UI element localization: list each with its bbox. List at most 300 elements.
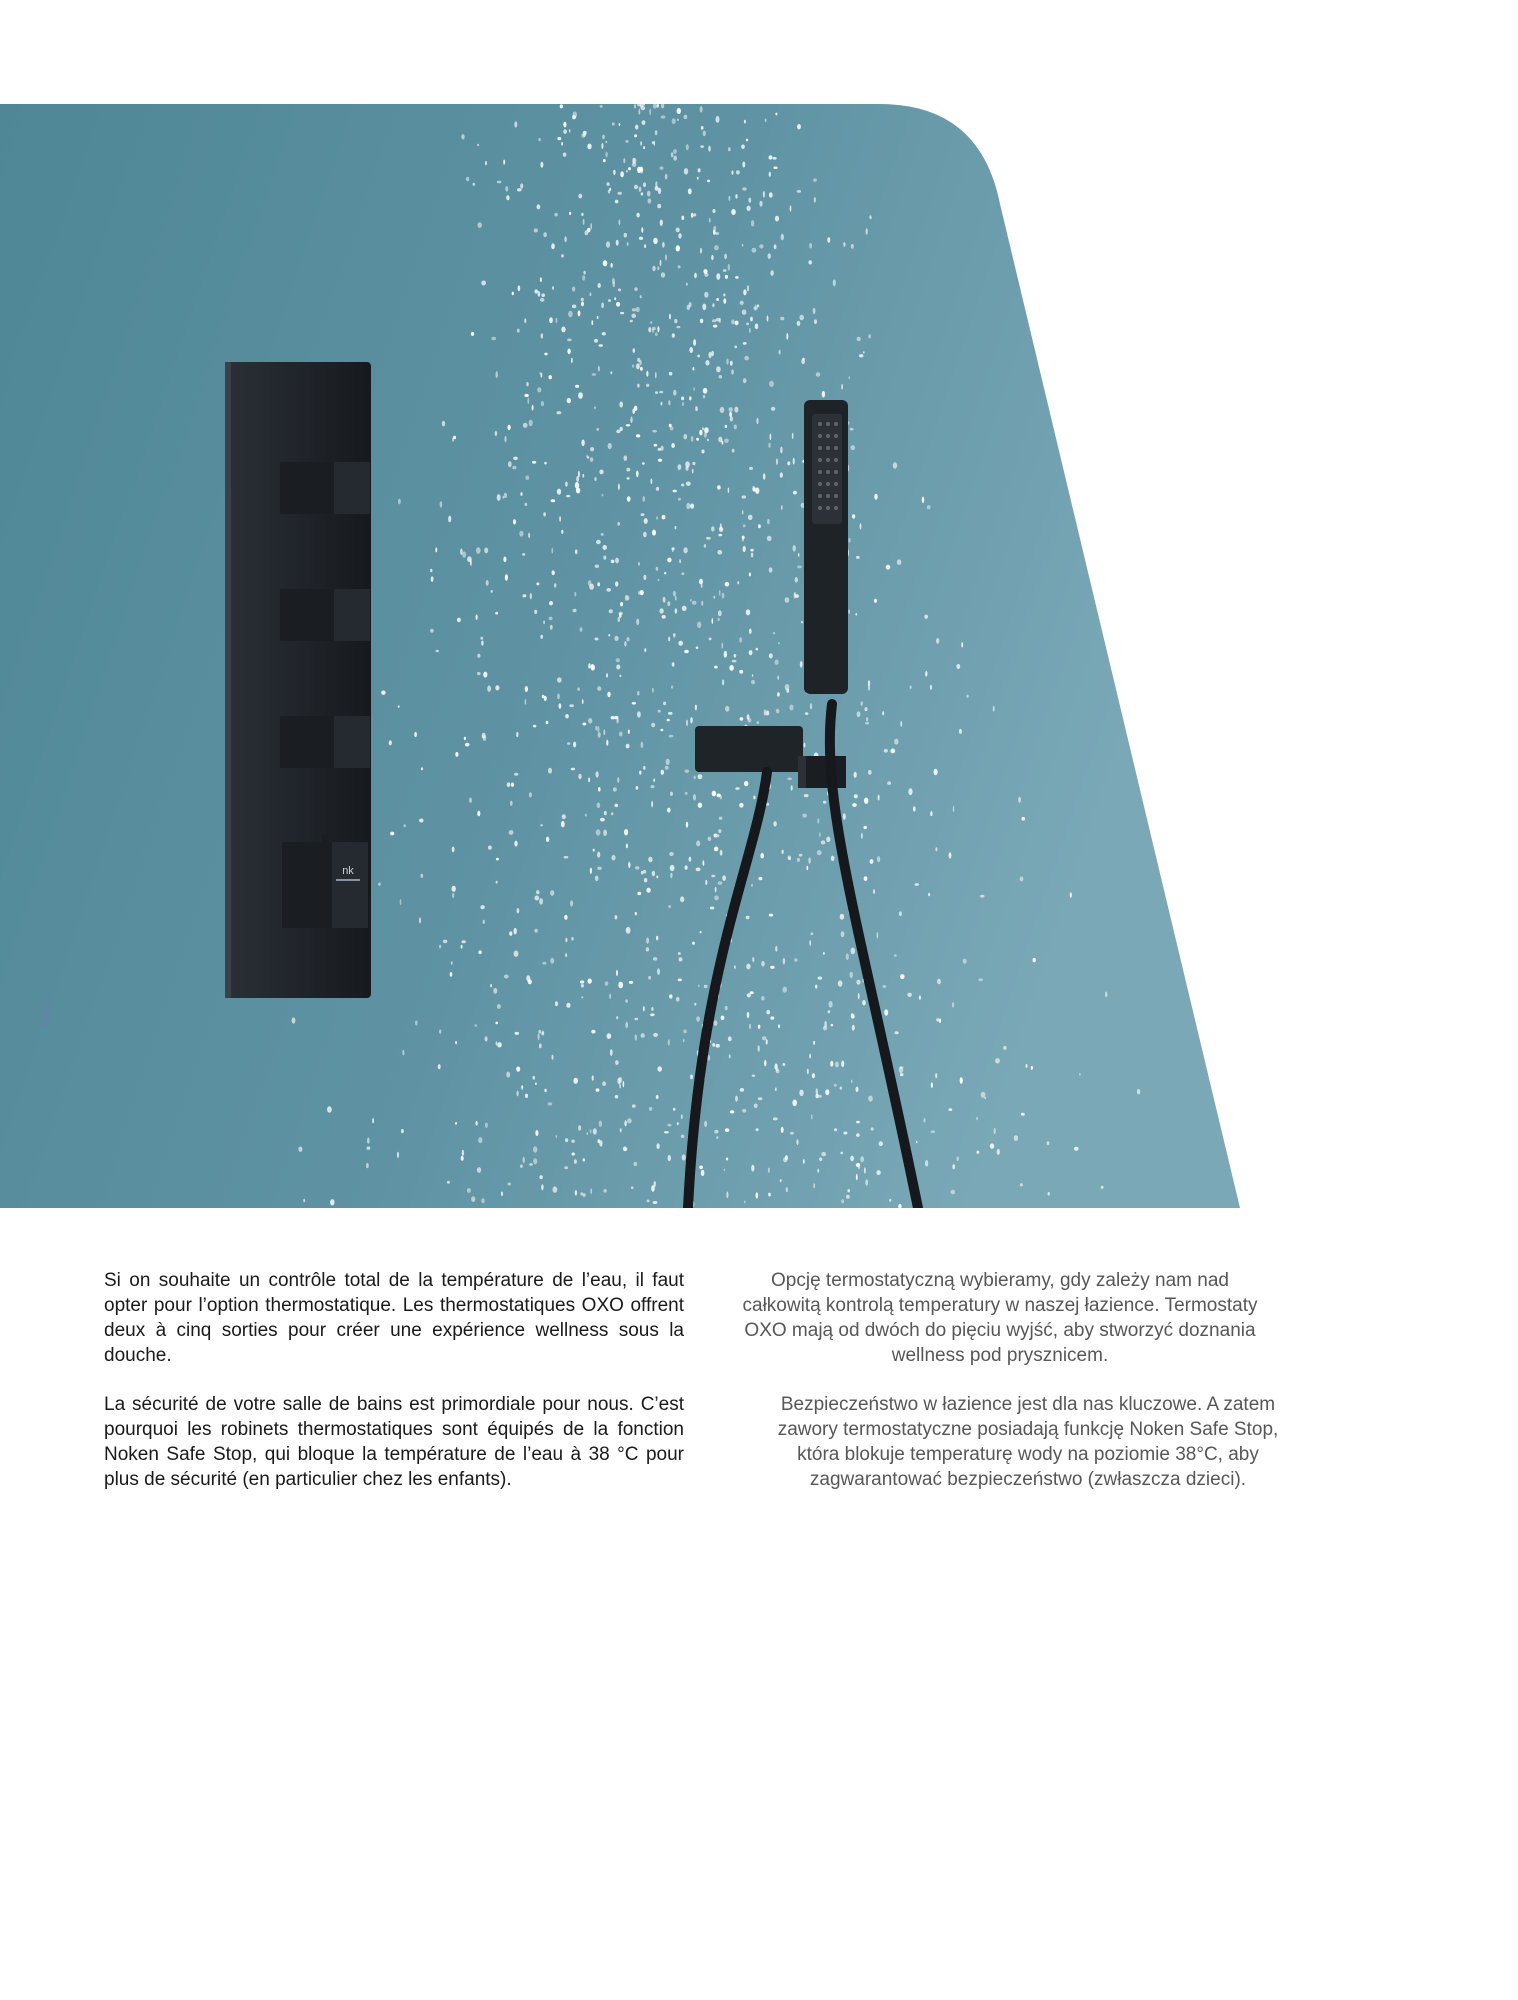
water-droplet (540, 277, 542, 282)
water-droplet (673, 149, 677, 154)
water-droplet (639, 237, 643, 240)
water-droplet (601, 302, 604, 308)
water-droplet (712, 618, 714, 624)
water-droplet (505, 186, 508, 192)
water-droplet (771, 407, 775, 411)
water-droplet (620, 171, 624, 177)
water-droplet (580, 627, 583, 631)
water-droplet (685, 769, 690, 773)
water-droplet (507, 782, 511, 787)
water-droplet (957, 1157, 959, 1162)
water-droplet (564, 915, 567, 920)
water-droplet (581, 984, 584, 988)
water-droplet (640, 167, 642, 171)
water-droplet (700, 145, 704, 148)
water-droplet (609, 609, 613, 613)
water-droplet (598, 787, 601, 792)
water-droplet (717, 618, 719, 621)
water-droplet (657, 1143, 660, 1149)
water-droplet (517, 329, 520, 333)
water-droplet (513, 519, 516, 524)
water-droplet (803, 1159, 805, 1164)
water-droplet (829, 1001, 833, 1008)
water-droplet (643, 182, 646, 187)
water-droplet (556, 1135, 558, 1138)
water-droplet (894, 739, 898, 745)
water-droplet (461, 1156, 464, 1161)
water-droplet (618, 484, 620, 491)
water-droplet (746, 964, 750, 970)
water-droplet (452, 893, 454, 898)
water-droplet (1074, 1147, 1079, 1151)
water-droplet (557, 137, 561, 140)
water-droplet (684, 168, 688, 174)
water-droplet (617, 522, 620, 526)
water-droplet (685, 461, 690, 467)
water-droplet (915, 883, 919, 886)
water-droplet (596, 540, 601, 544)
water-droplet (431, 576, 434, 582)
water-droplet (636, 363, 640, 369)
water-droplet (736, 170, 740, 174)
water-droplet (508, 1183, 511, 1186)
water-droplet (699, 579, 703, 585)
water-droplet (593, 1128, 597, 1134)
water-droplet (708, 837, 712, 841)
water-droplet (652, 430, 657, 433)
water-droplet (608, 299, 611, 302)
water-droplet (773, 821, 776, 826)
water-droplet (643, 1006, 645, 1011)
water-droplet (593, 849, 595, 852)
water-droplet (776, 458, 778, 465)
water-droplet (693, 387, 695, 391)
water-droplet (602, 545, 607, 550)
water-droplet (578, 310, 581, 316)
water-droplet (878, 795, 880, 801)
water-droplet (667, 808, 671, 813)
water-droplet (785, 597, 790, 603)
water-droplet (565, 938, 567, 943)
water-droplet (735, 276, 739, 279)
water-droplet (557, 677, 562, 682)
water-droplet (697, 177, 699, 180)
water-droplet (538, 1033, 540, 1040)
water-droplet (713, 596, 715, 599)
water-droplet (668, 905, 671, 908)
water-droplet (725, 706, 729, 712)
water-droplet (544, 1089, 546, 1092)
water-droplet (605, 152, 607, 158)
water-droplet (684, 650, 689, 653)
water-droplet (804, 794, 809, 797)
water-droplet (806, 866, 808, 870)
water-droplet (561, 142, 563, 146)
water-droplet (856, 1121, 860, 1124)
water-droplet (514, 928, 517, 935)
water-droplet (726, 359, 728, 365)
control-knob (280, 716, 370, 768)
water-droplet (508, 425, 511, 431)
water-droplet (512, 292, 514, 296)
water-droplet (643, 146, 645, 149)
water-droplet (591, 1030, 595, 1034)
water-droplet (758, 1045, 760, 1052)
water-droplet (619, 123, 621, 126)
water-droplet (591, 320, 593, 325)
water-droplet (467, 1188, 471, 1193)
water-droplet (610, 371, 612, 374)
water-droplet (768, 443, 770, 448)
water-droplet (657, 326, 659, 332)
water-droplet (636, 434, 640, 437)
water-droplet (864, 1167, 866, 1173)
water-droplet (656, 936, 658, 941)
water-droplet (731, 319, 734, 324)
water-droplet (496, 1041, 498, 1045)
water-droplet (854, 772, 857, 778)
water-droplet (1021, 1113, 1025, 1116)
water-droplet (770, 434, 772, 440)
water-droplet (603, 830, 607, 837)
water-droplet (715, 232, 719, 235)
water-droplet (877, 932, 879, 939)
water-droplet (694, 1003, 696, 1006)
water-droplet (658, 579, 660, 582)
water-droplet (496, 881, 498, 884)
water-droplet (595, 726, 597, 731)
water-droplet (802, 814, 807, 818)
water-droplet (636, 619, 639, 626)
water-droplet (638, 562, 640, 566)
water-droplet (793, 545, 796, 552)
water-droplet (477, 1167, 481, 1173)
water-droplet (581, 298, 584, 301)
water-droplet (711, 875, 715, 877)
water-droplet (440, 501, 443, 507)
water-droplet (748, 198, 751, 203)
water-droplet (894, 954, 897, 957)
water-droplet (799, 315, 804, 321)
water-droplet (850, 1156, 854, 1162)
water-droplet (654, 1181, 657, 1187)
water-droplet (491, 337, 496, 340)
water-droplet (402, 1050, 404, 1056)
water-droplet (571, 768, 575, 771)
water-droplet (690, 599, 692, 602)
water-droplet (627, 1118, 632, 1123)
water-droplet (814, 319, 817, 324)
water-droplet (729, 1054, 731, 1058)
water-droplet (455, 752, 458, 757)
water-droplet (722, 643, 724, 649)
water-droplet (634, 1018, 638, 1020)
water-droplet (564, 1166, 568, 1169)
water-droplet (813, 178, 817, 181)
water-droplet (658, 710, 661, 713)
water-droplet (615, 200, 619, 204)
water-droplet (868, 1096, 873, 1102)
water-droplet (549, 601, 553, 605)
water-droplet (670, 865, 675, 871)
water-droplet (757, 721, 759, 724)
water-droplet (626, 744, 630, 749)
water-droplet (661, 402, 663, 406)
water-droplet (813, 1041, 815, 1045)
water-droplet (805, 712, 809, 715)
water-droplet (550, 890, 554, 896)
water-droplet (692, 601, 697, 605)
water-droplet (590, 293, 592, 297)
water-droplet (516, 1091, 518, 1097)
water-droplet (684, 115, 688, 119)
water-droplet (900, 721, 902, 727)
water-droplet (610, 1049, 613, 1056)
water-droplet (673, 1108, 676, 1111)
water-droplet (512, 466, 516, 470)
water-droplet (799, 1090, 803, 1096)
water-droplet (616, 430, 620, 434)
water-droplet (660, 729, 663, 731)
water-droplet (728, 264, 730, 271)
water-droplet (740, 717, 744, 721)
water-droplet (735, 787, 739, 790)
water-droplet (924, 1118, 926, 1122)
water-droplet (677, 1122, 679, 1125)
water-droplet (642, 120, 646, 125)
water-droplet (816, 372, 820, 377)
water-droplet (667, 719, 670, 722)
water-droplet (551, 499, 556, 502)
water-droplet (725, 582, 730, 587)
water-droplet (619, 613, 622, 618)
water-droplet (700, 248, 702, 254)
water-droplet (809, 940, 811, 946)
water-droplet (724, 439, 729, 444)
water-droplet (680, 896, 684, 902)
water-droplet (665, 174, 668, 180)
water-droplet (995, 1058, 1000, 1063)
water-droplet (540, 162, 543, 168)
water-droplet (910, 686, 912, 689)
water-droplet (682, 1154, 686, 1160)
water-droplet (419, 917, 421, 923)
water-droplet (1022, 817, 1026, 821)
water-droplet (483, 735, 487, 741)
water-droplet (711, 255, 714, 260)
water-droplet (567, 398, 571, 403)
water-droplet (541, 401, 544, 406)
water-droplet (712, 1043, 715, 1047)
water-droplet (476, 547, 481, 554)
water-droplet (608, 634, 610, 636)
water-droplet (1048, 1192, 1050, 1196)
water-droplet (625, 140, 628, 143)
water-droplet (655, 372, 657, 379)
water-droplet (578, 194, 582, 199)
water-droplet (750, 991, 754, 994)
water-droplet (851, 244, 854, 249)
water-droplet (759, 201, 762, 207)
water-droplet (641, 513, 645, 516)
water-droplet (1018, 797, 1021, 803)
water-droplet (367, 1138, 370, 1144)
water-droplet (523, 594, 527, 597)
french-paragraph-safety: La sécurité de votre salle de bains est primordiale pour nous. C’est pourquoi les robinets thermostatiques sont équipés de la fonction Noken Safe Stop, qui bloque la température de l’eau à 38 °C pour plus de sécurité (en particulier chez les enfants). (104, 1394, 684, 1490)
water-droplet (662, 515, 666, 519)
water-droplet (599, 1121, 602, 1127)
water-droplet (708, 146, 711, 152)
water-droplet (775, 660, 779, 665)
water-droplet (751, 1165, 754, 1172)
water-droplet (748, 515, 753, 520)
water-droplet (501, 1192, 503, 1197)
water-droplet (789, 705, 793, 711)
water-droplet (401, 1129, 404, 1133)
water-droplet (595, 876, 599, 882)
water-droplet (627, 496, 631, 502)
water-droplet (639, 109, 641, 115)
water-droplet (717, 834, 719, 837)
water-droplet (675, 526, 677, 529)
water-droplet (747, 714, 750, 720)
water-droplet (770, 966, 774, 969)
water-droplet (753, 306, 758, 310)
water-droplet (485, 1036, 488, 1041)
water-droplet (695, 406, 698, 411)
water-droplet (603, 159, 606, 162)
water-droplet (685, 792, 688, 795)
water-droplet (548, 1102, 553, 1105)
water-droplet (758, 1097, 763, 1100)
water-droplet (554, 213, 557, 217)
water-droplet (711, 526, 715, 531)
water-droplet (552, 286, 554, 290)
water-droplet (769, 567, 773, 572)
water-droplet (648, 976, 651, 980)
water-droplet (514, 951, 519, 957)
water-droplet (980, 895, 985, 898)
water-droplet (712, 303, 714, 307)
water-droplet (496, 371, 498, 378)
water-droplet (683, 434, 687, 440)
water-droplet (624, 233, 627, 238)
water-droplet (790, 205, 792, 211)
water-droplet (719, 527, 723, 532)
water-droplet (473, 183, 476, 186)
water-droplet (924, 615, 928, 619)
water-droplet (856, 1133, 860, 1137)
water-droplet (619, 675, 621, 678)
water-droplet (742, 310, 747, 315)
water-droplet (646, 947, 649, 951)
water-droplet (525, 1094, 528, 1098)
water-droplet (477, 654, 480, 658)
water-droplet (607, 182, 610, 186)
water-droplet (730, 361, 733, 366)
water-droplet (704, 985, 708, 988)
water-droplet (606, 673, 608, 677)
water-droplet (762, 1036, 767, 1040)
water-droplet (725, 1006, 728, 1010)
water-droplet (935, 1073, 937, 1078)
water-droplet (851, 948, 856, 955)
water-droplet (877, 856, 880, 862)
water-droplet (640, 141, 642, 145)
water-droplet (491, 590, 493, 593)
water-droplet (633, 1162, 637, 1166)
water-droplet (616, 970, 618, 976)
water-droplet (927, 505, 931, 509)
water-droplet (856, 1174, 858, 1180)
water-droplet (626, 637, 629, 641)
water-droplet (595, 638, 599, 641)
water-droplet (704, 1121, 707, 1127)
water-droplet (683, 1039, 685, 1043)
water-droplet (798, 553, 800, 557)
water-droplet (505, 574, 508, 581)
water-droplet (913, 806, 916, 811)
water-droplet (609, 994, 611, 999)
water-droplet (616, 665, 620, 670)
water-droplet (780, 1179, 782, 1182)
water-droplet (436, 650, 439, 652)
water-droplet (571, 1140, 575, 1143)
water-droplet (886, 565, 891, 570)
water-droplet (821, 840, 826, 844)
water-droplet (543, 512, 546, 516)
water-droplet (471, 1196, 475, 1202)
water-droplet (773, 632, 775, 634)
water-droplet (654, 444, 658, 447)
water-droplet (640, 590, 644, 595)
water-droplet (605, 982, 609, 986)
water-droplet (695, 705, 697, 711)
water-droplet (601, 143, 603, 149)
water-droplet (769, 653, 773, 658)
water-droplet (780, 447, 782, 454)
water-droplet (597, 686, 601, 691)
water-droplet (613, 787, 617, 791)
water-droplet (769, 172, 771, 177)
water-droplet (585, 814, 587, 817)
water-droplet (650, 321, 652, 324)
water-droplet (868, 334, 871, 338)
water-droplet (611, 560, 615, 564)
water-droplet (831, 1024, 834, 1027)
water-droplet (633, 348, 635, 353)
water-droplet (533, 1146, 537, 1152)
water-droplet (753, 487, 757, 492)
water-droplet (823, 952, 825, 955)
water-droplet (514, 841, 517, 847)
water-droplet (884, 1009, 888, 1015)
water-droplet (671, 152, 674, 157)
water-droplet (632, 308, 636, 311)
water-droplet (563, 129, 567, 134)
water-droplet (703, 395, 706, 398)
water-droplet (663, 597, 666, 603)
water-droplet (818, 977, 823, 980)
water-droplet (797, 190, 801, 193)
water-droplet (866, 717, 868, 721)
water-droplet (688, 188, 692, 194)
water-droplet (478, 1137, 482, 1143)
water-droplet (536, 890, 539, 894)
water-droplet (802, 358, 804, 361)
water-droplet (870, 859, 874, 864)
water-droplet (616, 658, 620, 662)
